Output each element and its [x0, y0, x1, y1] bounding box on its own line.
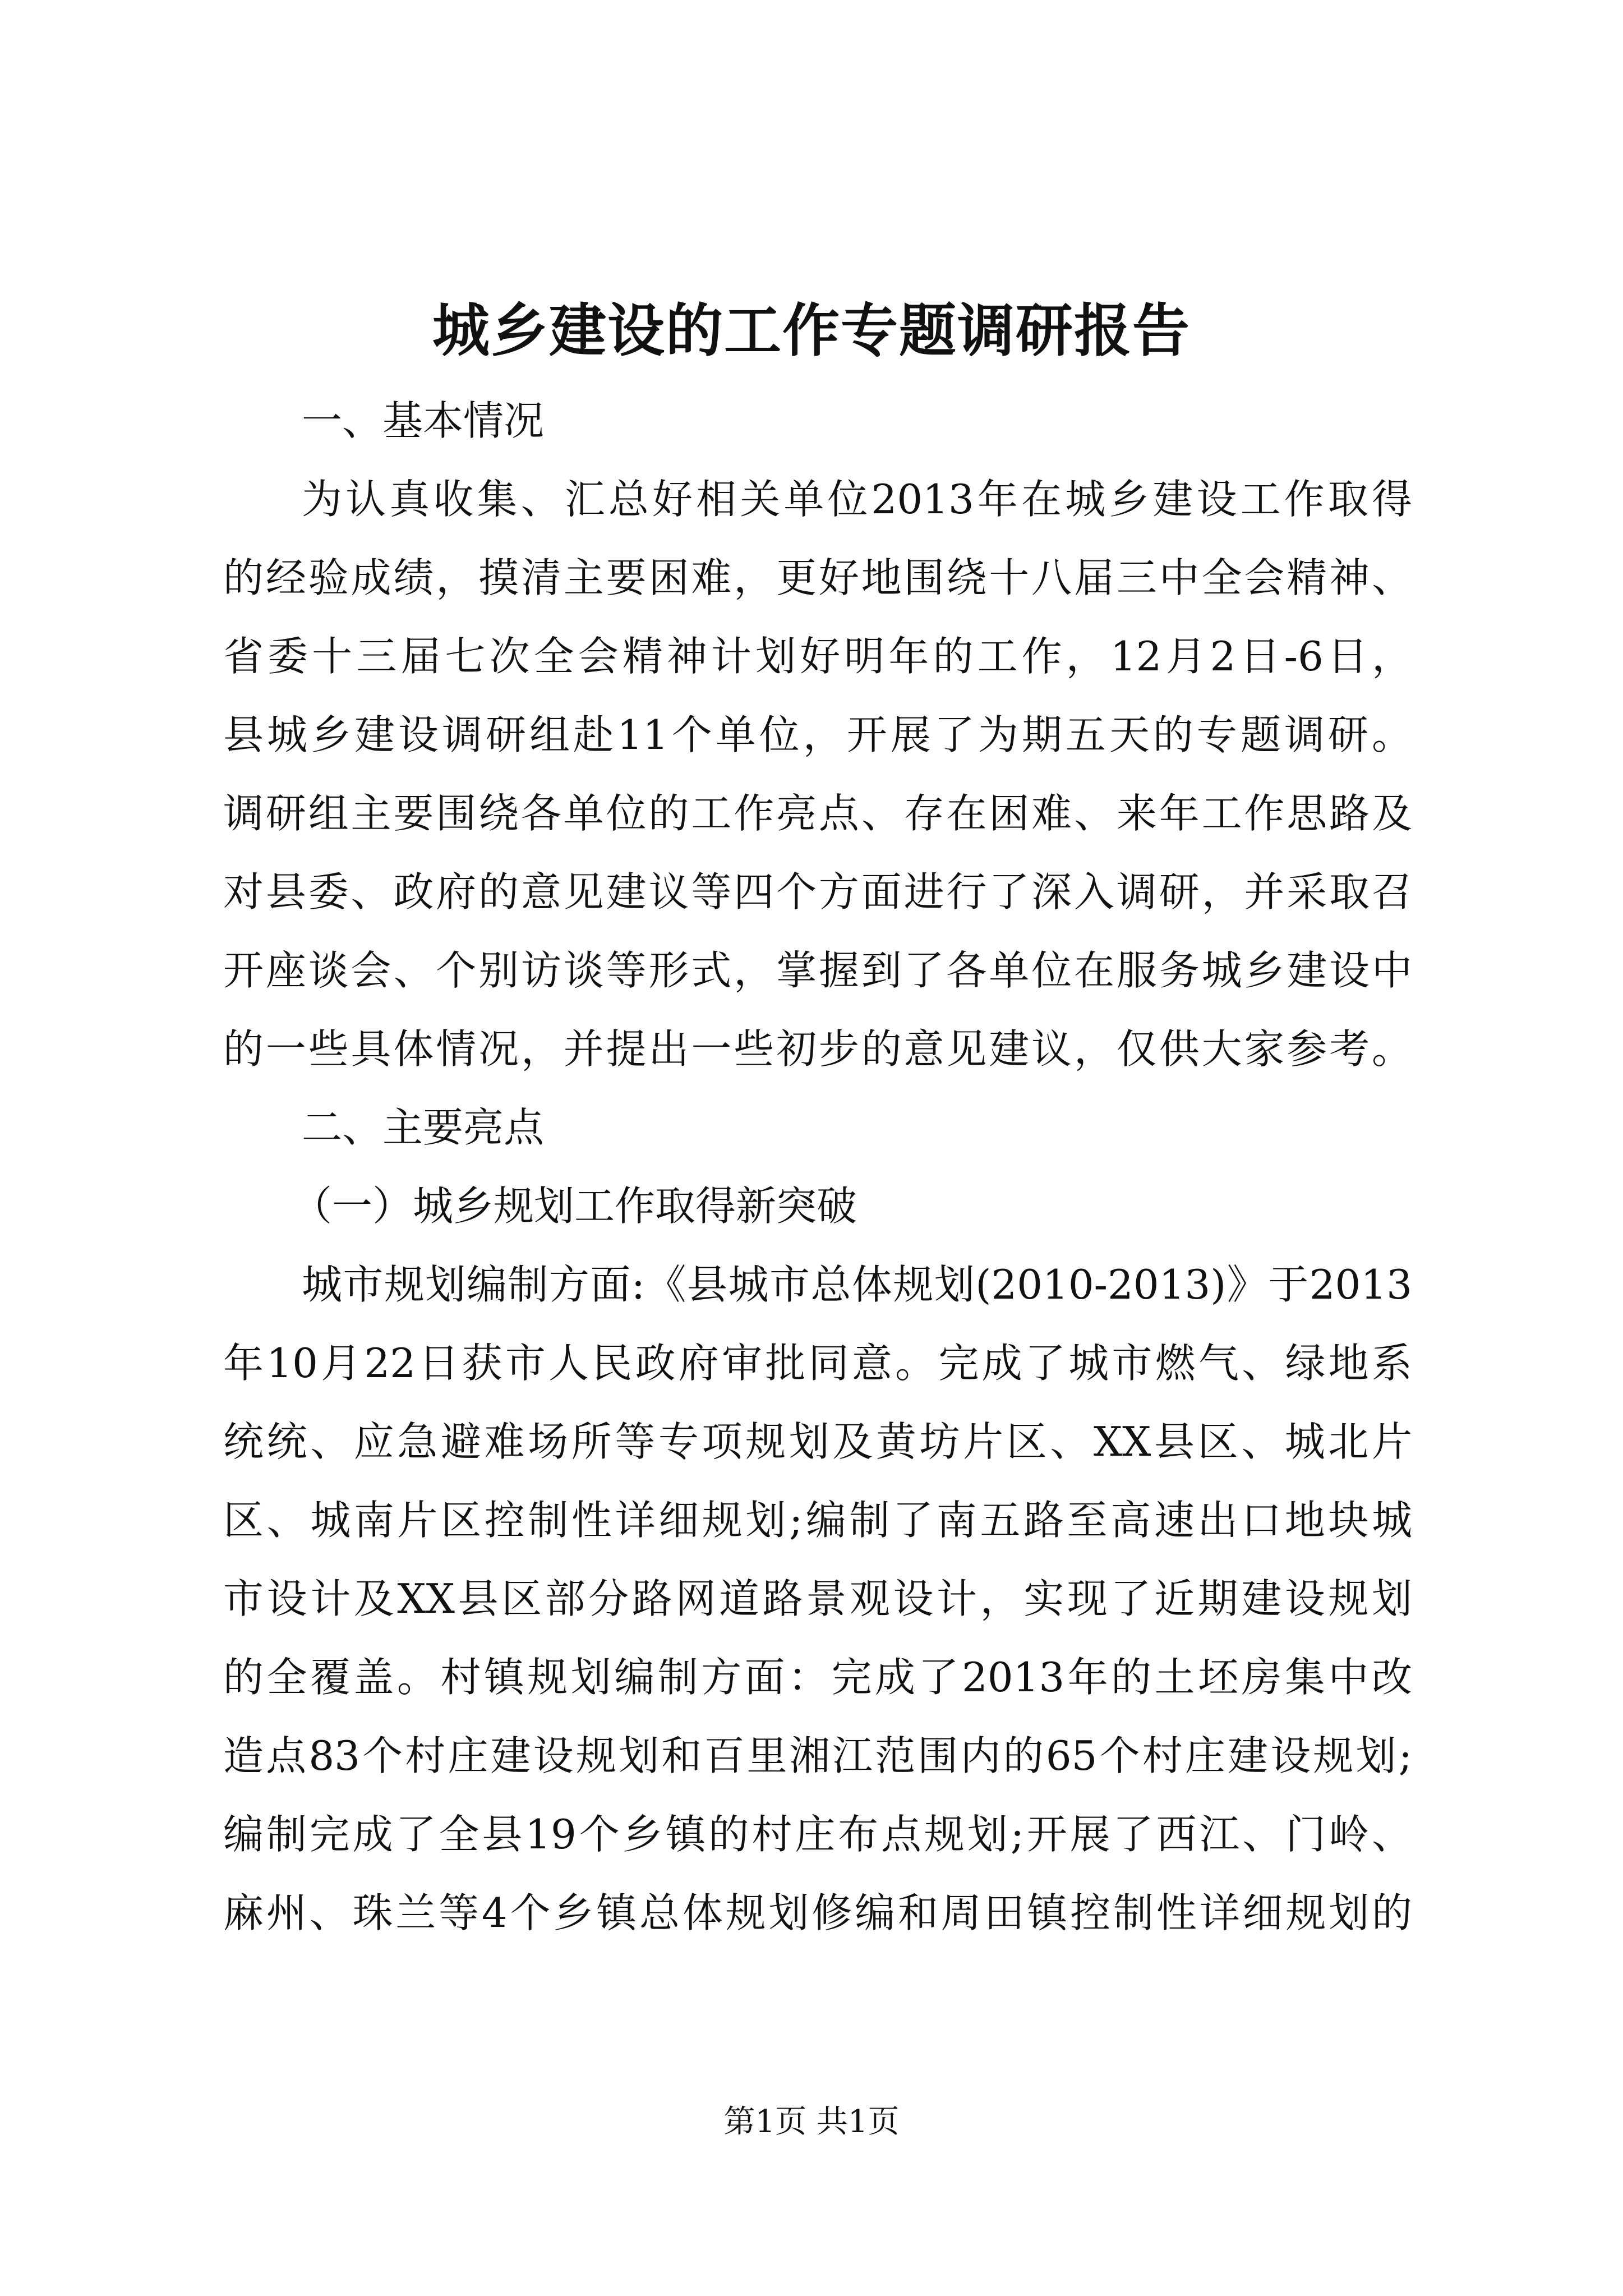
paragraph-line: 开座谈会、个别访谈等形式，掌握到了各单位在服务城乡建设中 — [223, 947, 1412, 994]
paragraph-line: 的全覆盖。村镇规划编制方面：完成了2013年的土坯房集中改 — [223, 1654, 1412, 1701]
paragraph-line: 县城乡建设调研组赴11个单位，开展了为期五天的专题调研。 — [223, 711, 1412, 758]
section-heading-basic: 一、基本情况 — [302, 397, 545, 444]
paragraph-line: 的经验成绩，摸清主要困难，更好地围绕十八届三中全会精神、 — [223, 554, 1412, 601]
paragraph-line: 麻州、珠兰等4个乡镇总体规划修编和周田镇控制性详细规划的 — [223, 1889, 1412, 1936]
paragraph-line: 省委十三届七次全会精神计划好明年的工作，12月2日-6日， — [223, 633, 1412, 680]
document-title: 城乡建设的工作专题调研报告 — [432, 297, 1191, 365]
paragraph-line: 编制完成了全县19个乡镇的村庄布点规划;开展了西江、门岭、 — [223, 1811, 1412, 1858]
page-footer: 第1页 共1页 — [723, 2104, 900, 2140]
paragraph-line: 年10月22日获市人民政府审批同意。完成了城市燃气、绿地系 — [223, 1340, 1412, 1387]
paragraph-line: 区、城南片区控制性详细规划;编制了南五路至高速出口地块城 — [223, 1497, 1412, 1544]
paragraph-line: 调研组主要围绕各单位的工作亮点、存在困难、来年工作思路及 — [223, 790, 1412, 837]
paragraph-line: 城市规划编制方面:《县城市总体规划(2010-2013)》于2013 — [302, 1261, 1412, 1308]
paragraph-line: 的一些具体情况，并提出一些初步的意见建议，仅供大家参考。 — [223, 1025, 1412, 1073]
paragraph-line: 对县委、政府的意见建议等四个方面进行了深入调研，并采取召 — [223, 868, 1412, 915]
subsection-heading: （一）城乡规划工作取得新突破 — [292, 1182, 857, 1230]
paragraph-line: 市设计及XX县区部分路网道路景观设计，实现了近期建设规划 — [223, 1575, 1412, 1622]
section-heading-highlights: 二、主要亮点 — [302, 1104, 545, 1151]
paragraph-line: 统统、应急避难场所等专项规划及黄坊片区、XX县区、城北片 — [223, 1418, 1412, 1465]
paragraph-line: 为认真收集、汇总好相关单位2013年在城乡建设工作取得 — [302, 476, 1412, 523]
paragraph-line: 造点83个村庄建设规划和百里湘江范围内的65个村庄建设规划; — [223, 1732, 1412, 1779]
